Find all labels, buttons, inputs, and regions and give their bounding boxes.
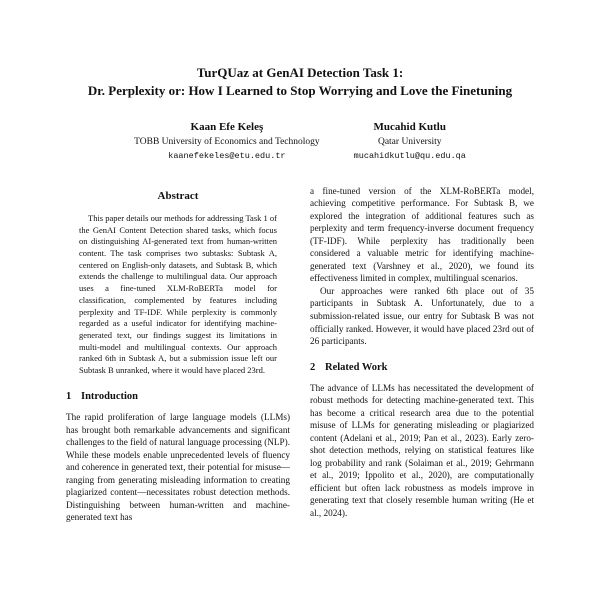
related-work-paragraph: The advance of LLMs has necessitated the development of robust methods for detecting machine-generated text. This has become a critical research area due to the potential misuse of LLMs for generating misleading or plagiarized content (Adelani et al., 2019; Pan et al., 2023). Early zero-shot detection methods, relying on statistical features like log probability and rank (Solaiman et al., 2019; Gehrmann et al., 2019; Ippolito et al., 2020), are computationally efficient but often lack robustness as models improve in generating text that closely resemble human writing (He et al., 2024). (310, 382, 534, 518)
paper-title (80, 64, 520, 100)
left-column (66, 185, 290, 524)
author-block-2 (354, 120, 466, 162)
section-number: 1 (66, 390, 72, 402)
paper-title-line1: TurQUaz at GenAI Detection Task 1: (196, 65, 404, 80)
section-heading-introduction (66, 390, 290, 404)
abstract-body (66, 213, 290, 377)
paper-title-line2: Dr. Perplexity or: How I Learned to Stop Worrying and Love the Finetuning (87, 83, 513, 99)
abstract-heading: Abstract (157, 189, 199, 202)
author-affiliation: Qatar University (377, 137, 442, 148)
author-name: Mucahid Kutlu (373, 121, 446, 134)
section-title: Introduction (81, 390, 138, 402)
section-heading-related-work (310, 361, 534, 375)
intro-continuation-paragraph: a fine-tuned version of the XLM-RoBERTa model, achieving competitive performance. For Subtask B, we explored the integration of additional features such as perplexity and term frequency-inverse document frequency (TF-IDF). While perplexity has traditionally been considered a valuable metric for identifying machine-generated text (Varshney et al., 2020), we found its effectiveness limited in complex, multilingual scenarios. (310, 185, 534, 284)
author-block-1 (134, 120, 320, 162)
right-column (310, 185, 534, 524)
authors-row (66, 120, 534, 162)
abstract-text: This paper details our methods for addressing Task 1 of the GenAI Content Detection shared tasks, which focus on distinguishing AI-generated text from human-written content. The task comprises two subtasks: Subtask A, centered on English-only datasets, and Subtask B, which extends the challenge to multilingual data. Our approach uses a fine-tuned XLM-RoBERTa model for classification, complemented by features including perplexity and TF-IDF. While perplexity is commonly regarded as a useful indicator for identifying machine-generated text, our findings suggest its limitations in multi-model and multilingual contexts. Our approach ranked 6th in Subtask A, but a submission issue left our Subtask B unranked, where it would have placed 23rd. (79, 212, 277, 376)
two-column-body (66, 185, 534, 524)
section-number: 2 (310, 361, 316, 373)
author-affiliation: TOBB University of Economics and Technology (134, 137, 320, 148)
intro-results-paragraph: Our approaches were ranked 6th place out of 35 participants in Subtask A. Unfortunately, due to a submission-related issue, our entry for Subtask B was not officially ranked. However, it would have placed 23rd out of 26 participants. (310, 285, 534, 347)
author-email: kaanefekeles@etu.edu.tr (168, 151, 286, 162)
author-email: mucahidkutlu@qu.edu.qa (353, 151, 466, 162)
introduction-paragraph: The rapid proliferation of large language models (LLMs) has brought both remarkable advancements and significant challenges to the field of natural language processing (NLP). While these models enable unprecedented levels of fluency and coherence in generated text, their potential for misuse—ranging from generating misleading information to creating plagiarized content—necessitates robust detection methods. Distinguishing between human-written and machine-generated text has (66, 412, 290, 523)
section-title: Related Work (325, 361, 388, 373)
author-name: Kaan Efe Keleş (190, 121, 264, 134)
